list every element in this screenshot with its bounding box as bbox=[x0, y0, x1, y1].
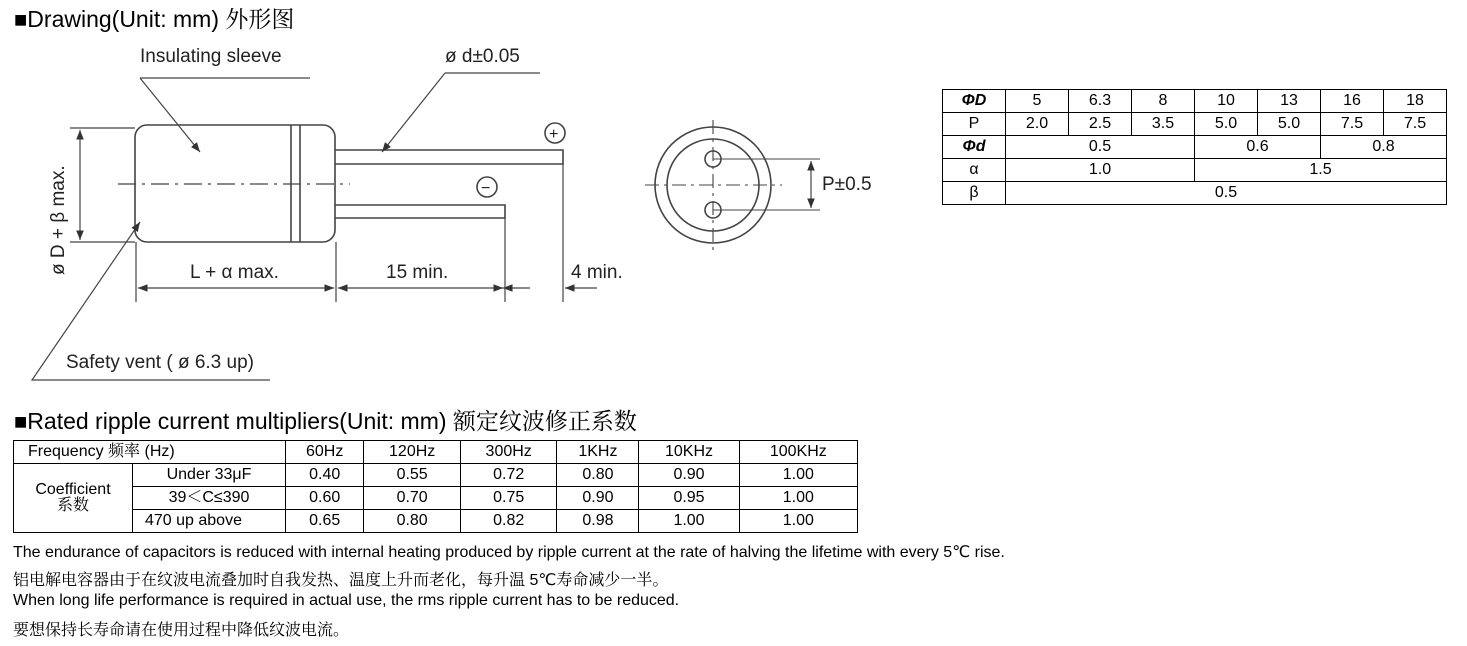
note-line-4: 要想保持长寿命请在使用过程中降低纹波电流。 bbox=[13, 622, 350, 639]
table-cell: 1KHz bbox=[557, 441, 639, 464]
table-cell: 1.00 bbox=[739, 464, 857, 487]
table-cell: 7.5 bbox=[1321, 113, 1384, 136]
body-diameter-label: ø D + β max. bbox=[48, 165, 69, 275]
ripple-heading-text: Rated ripple current multipliers(Unit: mm) bbox=[27, 408, 447, 434]
pitch-label: P±0.5 bbox=[822, 174, 872, 195]
square-bullet-icon: ■ bbox=[14, 409, 28, 434]
note-line-1: The endurance of capacitors is reduced with internal heating produced by ripple current at the rate of halving the lifetime with every 5℃ rise. bbox=[13, 544, 1005, 561]
table-cell: 2.0 bbox=[1006, 113, 1069, 136]
drawing-heading-text: Drawing(Unit: mm) bbox=[27, 6, 219, 32]
table-cell: 1.00 bbox=[639, 510, 739, 533]
table-cell: 0.90 bbox=[639, 464, 739, 487]
table-cell: 1.00 bbox=[739, 487, 857, 510]
table-cell: 100KHz bbox=[739, 441, 857, 464]
table-cell: 0.80 bbox=[557, 464, 639, 487]
table-row bbox=[943, 159, 1447, 182]
minus-sign: − bbox=[481, 180, 491, 197]
table-cell: 0.5 bbox=[1006, 136, 1195, 159]
table-cell: Under 33μF bbox=[133, 464, 286, 487]
note-line-2: 铝电解电容器由于在纹波电流叠加时自我发热、温度上升而老化，每升温 5℃寿命减少一半。 bbox=[13, 572, 669, 589]
ripple-heading bbox=[14, 410, 637, 433]
table-cell: 39＜C≤390 bbox=[133, 487, 286, 510]
lead-diameter-label: ø d±0.05 bbox=[445, 46, 520, 67]
table-cell: α bbox=[943, 159, 1006, 182]
table-cell: 0.90 bbox=[557, 487, 639, 510]
table-cell: 0.80 bbox=[364, 510, 461, 533]
table-row bbox=[14, 510, 858, 533]
table-cell: 5.0 bbox=[1195, 113, 1258, 136]
coefficient-label-cn: 系数 bbox=[56, 497, 89, 514]
ripple-heading-cn: 额定纹波修正系数 bbox=[452, 408, 637, 434]
table-cell: 7.5 bbox=[1384, 113, 1447, 136]
table-cell: 3.5 bbox=[1132, 113, 1195, 136]
table-cell: 0.70 bbox=[364, 487, 461, 510]
table-cell: 0.82 bbox=[460, 510, 557, 533]
table-cell: β bbox=[943, 182, 1006, 205]
dimension-table bbox=[942, 89, 1447, 205]
table-cell: 0.60 bbox=[286, 487, 364, 510]
positive-lead bbox=[335, 150, 563, 164]
table-cell: 8 bbox=[1132, 90, 1195, 113]
table-cell: 10KHz bbox=[639, 441, 739, 464]
drawing-heading bbox=[14, 8, 294, 31]
table-cell: 0.8 bbox=[1321, 136, 1447, 159]
capacitor-outline-drawing bbox=[0, 30, 930, 390]
table-cell: 0.98 bbox=[557, 510, 639, 533]
table-cell: 0.5 bbox=[1006, 182, 1447, 205]
table-cell: 5.0 bbox=[1258, 113, 1321, 136]
table-cell: 0.40 bbox=[286, 464, 364, 487]
table-row bbox=[14, 487, 858, 510]
table-row bbox=[943, 90, 1447, 113]
table-cell: 10 bbox=[1195, 90, 1258, 113]
table-cell: 13 bbox=[1258, 90, 1321, 113]
table-cell: 120Hz bbox=[364, 441, 461, 464]
insulating-sleeve-label: Insulating sleeve bbox=[140, 46, 282, 67]
lead-difference-label: 4 min. bbox=[571, 262, 623, 283]
table-row bbox=[14, 464, 858, 487]
table-cell: 0.95 bbox=[639, 487, 739, 510]
table-cell: 0.65 bbox=[286, 510, 364, 533]
table-cell: ΦD bbox=[943, 90, 1006, 113]
note-line-3: When long life performance is required in actual use, the rms ripple current has to be reduced. bbox=[13, 592, 680, 609]
table-cell: 0.55 bbox=[364, 464, 461, 487]
coefficient-label-en: Coefficient bbox=[35, 481, 111, 498]
table-cell: 60Hz bbox=[286, 441, 364, 464]
drawing-heading-cn: 外形图 bbox=[225, 6, 295, 32]
ripple-multiplier-table bbox=[13, 440, 858, 533]
table-cell: 0.6 bbox=[1195, 136, 1321, 159]
table-row bbox=[943, 182, 1447, 205]
table-row bbox=[943, 136, 1447, 159]
table-cell: 6.3 bbox=[1069, 90, 1132, 113]
table-cell: 5 bbox=[1006, 90, 1069, 113]
square-bullet-icon: ■ bbox=[14, 7, 28, 32]
negative-lead bbox=[335, 205, 505, 218]
table-cell: 300Hz bbox=[460, 441, 557, 464]
safety-vent-label: Safety vent ( ø 6.3 up) bbox=[66, 352, 254, 373]
lead-length-label: 15 min. bbox=[386, 262, 449, 283]
frequency-label: Frequency 频率 (Hz) bbox=[14, 441, 286, 464]
table-cell: 0.75 bbox=[460, 487, 557, 510]
table-cell: 16 bbox=[1321, 90, 1384, 113]
table-cell: 1.5 bbox=[1195, 159, 1447, 182]
length-label: L + α max. bbox=[190, 262, 279, 283]
table-row bbox=[943, 113, 1447, 136]
table-cell: Φd bbox=[943, 136, 1006, 159]
table-cell: 2.5 bbox=[1069, 113, 1132, 136]
table-cell: P bbox=[943, 113, 1006, 136]
table-cell: 1.00 bbox=[739, 510, 857, 533]
plus-sign: + bbox=[549, 126, 559, 143]
table-cell: 0.72 bbox=[460, 464, 557, 487]
table-row bbox=[14, 441, 858, 464]
table-cell: 18 bbox=[1384, 90, 1447, 113]
coefficient-label bbox=[14, 464, 133, 533]
table-cell: 470 up above bbox=[133, 510, 286, 533]
table-cell: 1.0 bbox=[1006, 159, 1195, 182]
